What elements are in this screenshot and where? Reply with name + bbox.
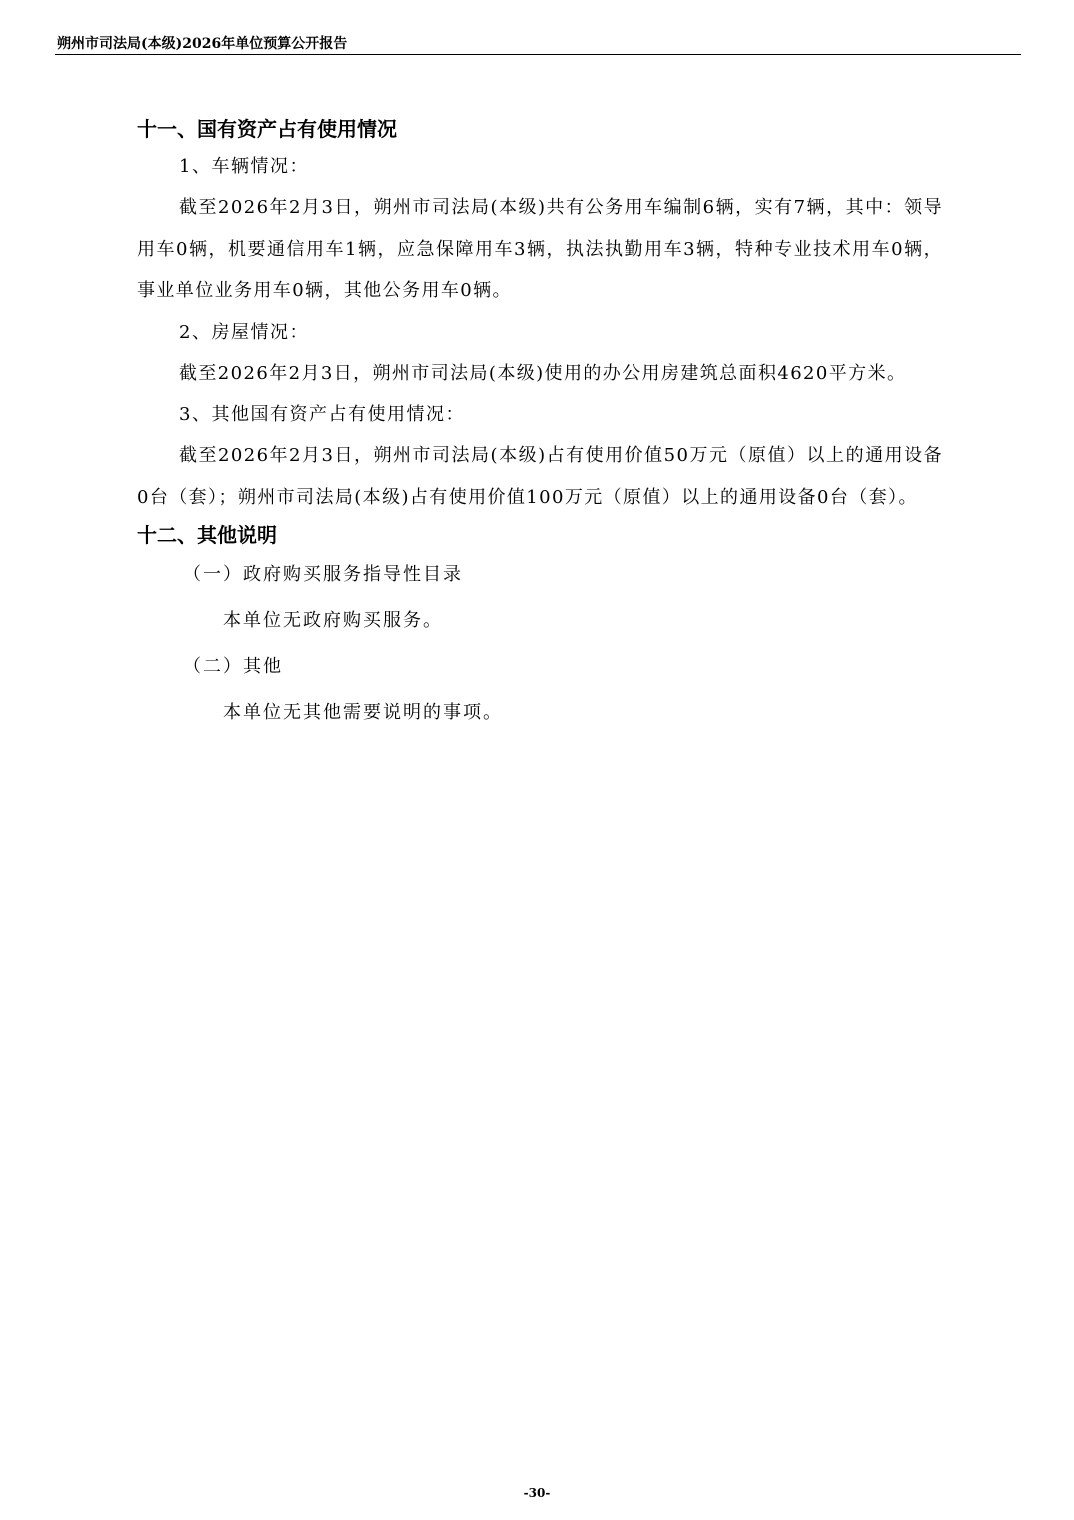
vehicles-label: 1、车辆情况：	[179, 156, 309, 177]
other-assets-paragraph: 截至2026年2月3日，朔州市司法局(本级)占有使用价值50万元（原值）以上的通用设备0台（套）；朔州市司法局(本级)占有使用价值100万元（原值）以上的通用设备0台（套）。	[137, 445, 943, 508]
procurement-label: （一）政府购买服务指导性目录	[183, 564, 463, 585]
section-heading-other: 十二、其他说明	[137, 523, 277, 547]
vehicles-paragraph: 截至2026年2月3日，朔州市司法局(本级)共有公务用车编制6辆，实有7辆，其中：领导用车0辆，机要通信用车1辆，应急保障用车3辆，执法执勤用车3辆，特种专业技术用车0辆，事业单位业务用车0辆，其他公务用车0辆。	[137, 197, 943, 301]
other-label: （二）其他	[183, 656, 283, 677]
other-assets-label: 3、其他国有资产占有使用情况：	[179, 404, 465, 425]
header-divider	[55, 54, 1021, 55]
page-content	[137, 112, 943, 736]
procurement-note: 本单位无政府购买服务。	[223, 610, 443, 631]
page-number: -30-	[523, 1486, 551, 1500]
section-heading-assets: 十一、国有资产占有使用情况	[137, 117, 397, 141]
buildings-label: 2、房屋情况：	[179, 321, 309, 343]
page-header-title: 朔州市司法局(本级)2026年单位预算公开报告	[57, 36, 348, 52]
other-note: 本单位无其他需要说明的事项。	[223, 702, 503, 723]
buildings-paragraph: 截至2026年2月3日，朔州市司法局(本级)使用的办公用房建筑总面积4620平方米。	[179, 362, 907, 384]
